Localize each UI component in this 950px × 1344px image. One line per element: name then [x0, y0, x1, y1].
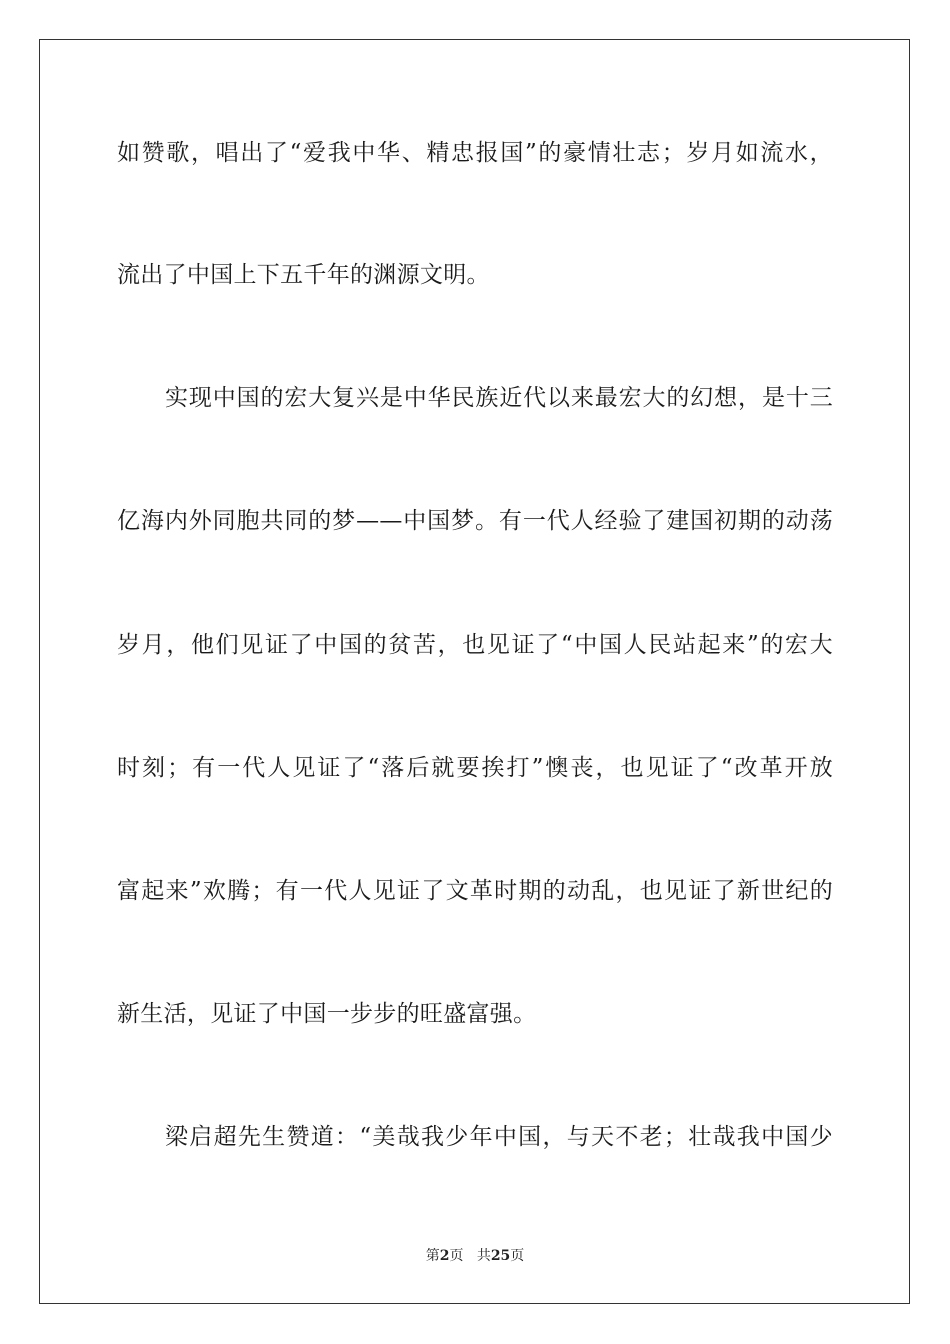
text-line-1: 如赞歌，唱出了“爱我中华、精忠报国”的豪情壮志；岁月如流水， — [117, 140, 833, 166]
total-suffix: 页 — [510, 1248, 525, 1264]
page-footer — [0, 1246, 950, 1266]
total-prefix: 共 — [476, 1248, 491, 1264]
text-line-8: 新生活，见证了中国一步步的旺盛富强。 — [117, 1001, 537, 1027]
page-prefix: 第 — [425, 1248, 440, 1264]
page-suffix: 页 — [449, 1248, 464, 1264]
text-line-9: 梁启超先生赞道：“美哉我少年中国，与天不老；壮哉我中国少 — [165, 1124, 833, 1150]
text-line-7: 富起来”欢腾；有一代人见证了文革时期的动乱，也见证了新世纪的 — [117, 878, 833, 904]
text-line-5: 岁月，他们见证了中国的贫苦，也见证了“中国人民站起来”的宏大 — [117, 632, 833, 658]
page-number: 2 — [439, 1248, 450, 1264]
text-line-3: 实现中国的宏大复兴是中华民族近代以来最宏大的幻想，是十三 — [165, 385, 833, 411]
text-line-4: 亿海内外同胞共同的梦——中国梦。有一代人经验了建国初期的动荡 — [117, 508, 833, 534]
text-line-2: 流出了中国上下五千年的渊源文明。 — [117, 262, 490, 288]
text-line-6: 时刻；有一代人见证了“落后就要挨打”懊丧，也见证了“改革开放 — [117, 755, 833, 781]
total-pages: 25 — [490, 1248, 511, 1264]
page-border — [39, 39, 910, 1304]
